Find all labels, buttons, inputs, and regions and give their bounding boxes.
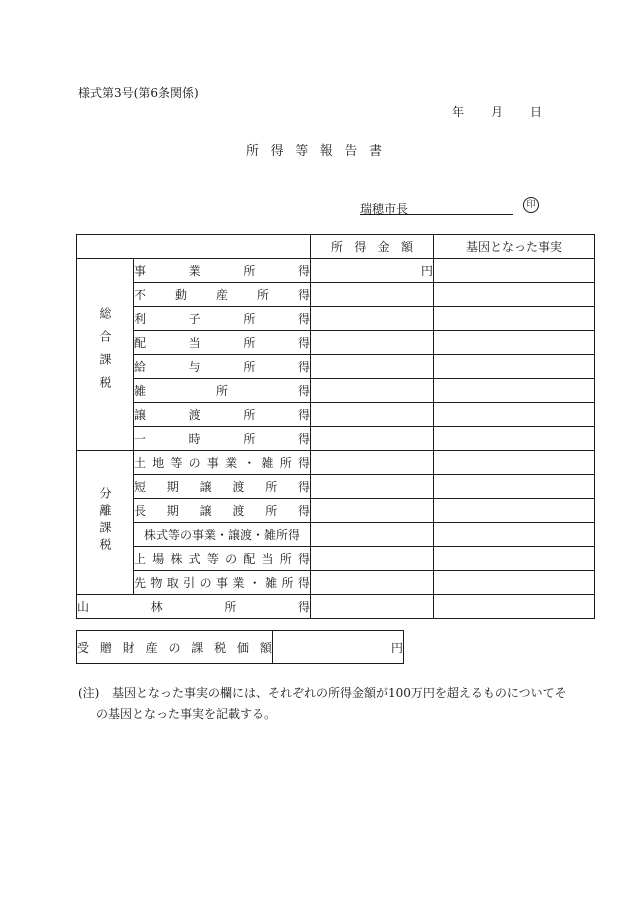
char: 所	[215, 384, 228, 398]
table-row	[77, 283, 595, 307]
income-type-label	[77, 598, 310, 615]
reason-cell[interactable]	[434, 499, 595, 523]
addressee-underline	[360, 214, 513, 215]
table-row	[77, 403, 595, 427]
char: 得	[297, 552, 310, 566]
note-text-line1: 基因となった事実の欄には、それぞれの所得金額が100万円を超えるものについてそ	[112, 686, 567, 700]
char: 所	[281, 576, 294, 590]
char: 得	[297, 432, 310, 446]
addressee: 瑞穂市長	[360, 202, 409, 216]
income-type-label	[134, 550, 310, 567]
note-mark: (注)	[78, 686, 100, 700]
amount-cell[interactable]	[311, 547, 434, 571]
income-type-cell	[134, 259, 311, 283]
header-blank-cell	[77, 235, 311, 259]
char: 不	[134, 288, 147, 302]
char: 事	[134, 264, 147, 278]
reason-cell[interactable]	[434, 427, 595, 451]
char: 得	[297, 288, 310, 302]
income-type-label	[134, 262, 310, 279]
table-row	[77, 451, 595, 475]
amount-cell[interactable]	[311, 475, 434, 499]
document-title	[246, 140, 382, 159]
income-type-cell	[134, 283, 311, 307]
income-type-label	[134, 502, 310, 519]
income-type-label	[134, 334, 310, 351]
char: 雑	[134, 384, 147, 398]
gift-label-cell	[77, 631, 273, 664]
char: 額	[259, 640, 272, 655]
char: 引	[183, 576, 196, 590]
income-table	[76, 234, 595, 619]
reason-cell[interactable]	[434, 307, 595, 331]
income-type-label	[134, 406, 310, 423]
table-row	[77, 355, 595, 379]
group-label-sogo	[77, 259, 134, 451]
char: 場	[152, 552, 165, 566]
header-reason: 基因となった事実	[434, 235, 595, 259]
income-type-cell	[134, 571, 311, 595]
char: 額	[400, 240, 413, 254]
char: 業	[188, 264, 201, 278]
char: 課	[191, 640, 204, 655]
char: 所	[279, 456, 292, 470]
char: 所	[243, 312, 256, 326]
reason-cell[interactable]	[434, 331, 595, 355]
group-label-text: 総合課税	[98, 307, 112, 399]
income-type-label	[134, 358, 310, 375]
char: 所	[243, 336, 256, 350]
income-type-label	[134, 574, 310, 591]
char: 式	[188, 552, 201, 566]
date-year-label: 年	[452, 105, 465, 119]
char: 受	[77, 640, 90, 655]
char: 渡	[232, 504, 245, 518]
income-type-cell	[134, 355, 311, 379]
char: 得	[297, 600, 310, 614]
group-label-text: 分離課税	[98, 487, 112, 555]
char: 贈	[99, 640, 112, 655]
char: 与	[188, 360, 201, 374]
char: 雑	[261, 456, 274, 470]
char: 得	[297, 312, 310, 326]
char: ・	[243, 456, 256, 470]
group-label-bunri	[77, 451, 134, 595]
char: 所	[279, 552, 292, 566]
reason-cell[interactable]	[434, 523, 595, 547]
char: 当	[261, 552, 274, 566]
date-month-label: 月	[490, 105, 503, 119]
char: 雑	[265, 576, 278, 590]
char: 山	[77, 600, 90, 614]
char: 渡	[188, 408, 201, 422]
char: 上	[134, 552, 147, 566]
char: 所	[265, 480, 278, 494]
income-type-cell	[134, 475, 311, 499]
income-type-cell	[134, 331, 311, 355]
char: 得	[297, 264, 310, 278]
char: 得	[297, 336, 310, 350]
table-row	[77, 259, 595, 283]
char: 子	[188, 312, 201, 326]
char: 配	[134, 336, 147, 350]
char: 配	[243, 552, 256, 566]
table-header-row	[77, 235, 595, 259]
date-fields	[452, 103, 542, 120]
char: 所	[243, 408, 256, 422]
income-type-label	[134, 526, 310, 543]
char: 財	[122, 640, 135, 655]
date-day-label: 日	[529, 105, 542, 119]
income-type-label	[134, 286, 310, 303]
char: 株式等の事業・譲渡・雑所得	[143, 528, 300, 542]
income-type-label	[134, 382, 310, 399]
char: 金	[377, 240, 390, 254]
seal-mark: 印	[523, 197, 539, 213]
char: 得	[354, 240, 367, 254]
char: 一	[134, 432, 147, 446]
income-type-label	[134, 310, 310, 327]
table-row	[77, 307, 595, 331]
char: 所	[243, 432, 256, 446]
char: 当	[188, 336, 201, 350]
gift-amount-cell[interactable]: 円	[273, 631, 404, 664]
char: 長	[134, 504, 147, 518]
char: 業	[225, 456, 238, 470]
gift-property-table	[76, 630, 404, 664]
char: 利	[134, 312, 147, 326]
reason-cell[interactable]	[434, 475, 595, 499]
char: 書	[368, 144, 382, 159]
char: の	[168, 640, 181, 655]
amount-cell[interactable]	[311, 427, 434, 451]
char: 等	[170, 456, 183, 470]
reason-cell[interactable]	[434, 547, 595, 571]
char: 動	[174, 288, 187, 302]
char: 得	[297, 360, 310, 374]
char: 渡	[232, 480, 245, 494]
gift-label	[77, 639, 272, 656]
char: 税	[214, 640, 227, 655]
income-type-cell	[134, 451, 311, 475]
amount-cell[interactable]	[311, 307, 434, 331]
reason-cell[interactable]	[434, 259, 595, 283]
char: ・	[248, 576, 261, 590]
reason-cell[interactable]	[434, 403, 595, 427]
income-type-label	[134, 478, 310, 495]
char: 告	[344, 144, 358, 159]
amount-cell[interactable]	[311, 283, 434, 307]
char: 事	[206, 456, 219, 470]
char: 所	[224, 600, 237, 614]
char: 林	[150, 600, 163, 614]
char: 産	[215, 288, 228, 302]
char: 短	[134, 480, 147, 494]
char: 地	[152, 456, 165, 470]
char: 得	[297, 408, 310, 422]
reason-cell[interactable]	[434, 451, 595, 475]
char: 所	[243, 360, 256, 374]
char: 得	[297, 480, 310, 494]
table-row	[77, 475, 595, 499]
char: 得	[270, 144, 284, 159]
char: 譲	[199, 504, 212, 518]
table-row-sanrin	[77, 595, 595, 619]
char: 報	[319, 144, 333, 159]
income-type-cell	[77, 595, 311, 619]
char: 所	[331, 240, 344, 254]
char: 土	[134, 456, 147, 470]
char: 産	[145, 640, 158, 655]
reason-cell[interactable]	[434, 595, 595, 619]
char: 等	[206, 552, 219, 566]
amount-cell[interactable]	[311, 379, 434, 403]
income-type-label	[134, 454, 310, 471]
income-type-cell	[134, 523, 311, 547]
char: 得	[297, 456, 310, 470]
amount-cell[interactable]	[311, 523, 434, 547]
char: 譲	[134, 408, 147, 422]
amount-cell[interactable]	[311, 403, 434, 427]
char: 給	[134, 360, 147, 374]
reason-cell[interactable]	[434, 283, 595, 307]
table-row	[77, 379, 595, 403]
char: 取	[166, 576, 179, 590]
table-row	[77, 547, 595, 571]
char: 所	[256, 288, 269, 302]
amount-cell[interactable]: 円	[311, 259, 434, 283]
amount-cell[interactable]	[311, 595, 434, 619]
amount-cell[interactable]	[311, 331, 434, 355]
income-type-cell	[134, 379, 311, 403]
char: 期	[166, 480, 179, 494]
header-amount-label	[331, 238, 413, 255]
char: 所	[246, 144, 260, 159]
income-type-cell	[134, 307, 311, 331]
amount-cell[interactable]	[311, 499, 434, 523]
char: 事	[215, 576, 228, 590]
table-row	[77, 571, 595, 595]
form-number: 様式第3号(第6条関係)	[78, 86, 199, 100]
amount-cell[interactable]	[311, 571, 434, 595]
reason-cell[interactable]	[434, 355, 595, 379]
char: 所	[265, 504, 278, 518]
char: 期	[166, 504, 179, 518]
char: の	[199, 576, 212, 590]
income-type-cell	[134, 403, 311, 427]
char: の	[225, 552, 238, 566]
reason-cell[interactable]	[434, 379, 595, 403]
amount-cell[interactable]	[311, 451, 434, 475]
char: 得	[297, 576, 310, 590]
table-row	[77, 523, 595, 547]
char: 得	[297, 504, 310, 518]
char: 譲	[199, 480, 212, 494]
income-type-label	[134, 430, 310, 447]
char: 価	[237, 640, 250, 655]
char: 業	[232, 576, 245, 590]
char: 等	[295, 144, 309, 159]
char: 物	[150, 576, 163, 590]
char: 時	[188, 432, 201, 446]
table-row	[77, 331, 595, 355]
char: 所	[243, 264, 256, 278]
table-row	[77, 427, 595, 451]
header-amount	[311, 235, 434, 259]
note-text-line2: の基因となった事実を記載する。	[96, 707, 277, 721]
income-type-cell	[134, 499, 311, 523]
table-row	[77, 499, 595, 523]
income-type-cell	[134, 427, 311, 451]
income-type-cell	[134, 547, 311, 571]
char: 先	[134, 576, 147, 590]
char: 得	[297, 384, 310, 398]
gift-row	[77, 631, 404, 664]
reason-cell[interactable]	[434, 571, 595, 595]
amount-cell[interactable]	[311, 355, 434, 379]
char: 株	[170, 552, 183, 566]
char: の	[188, 456, 201, 470]
